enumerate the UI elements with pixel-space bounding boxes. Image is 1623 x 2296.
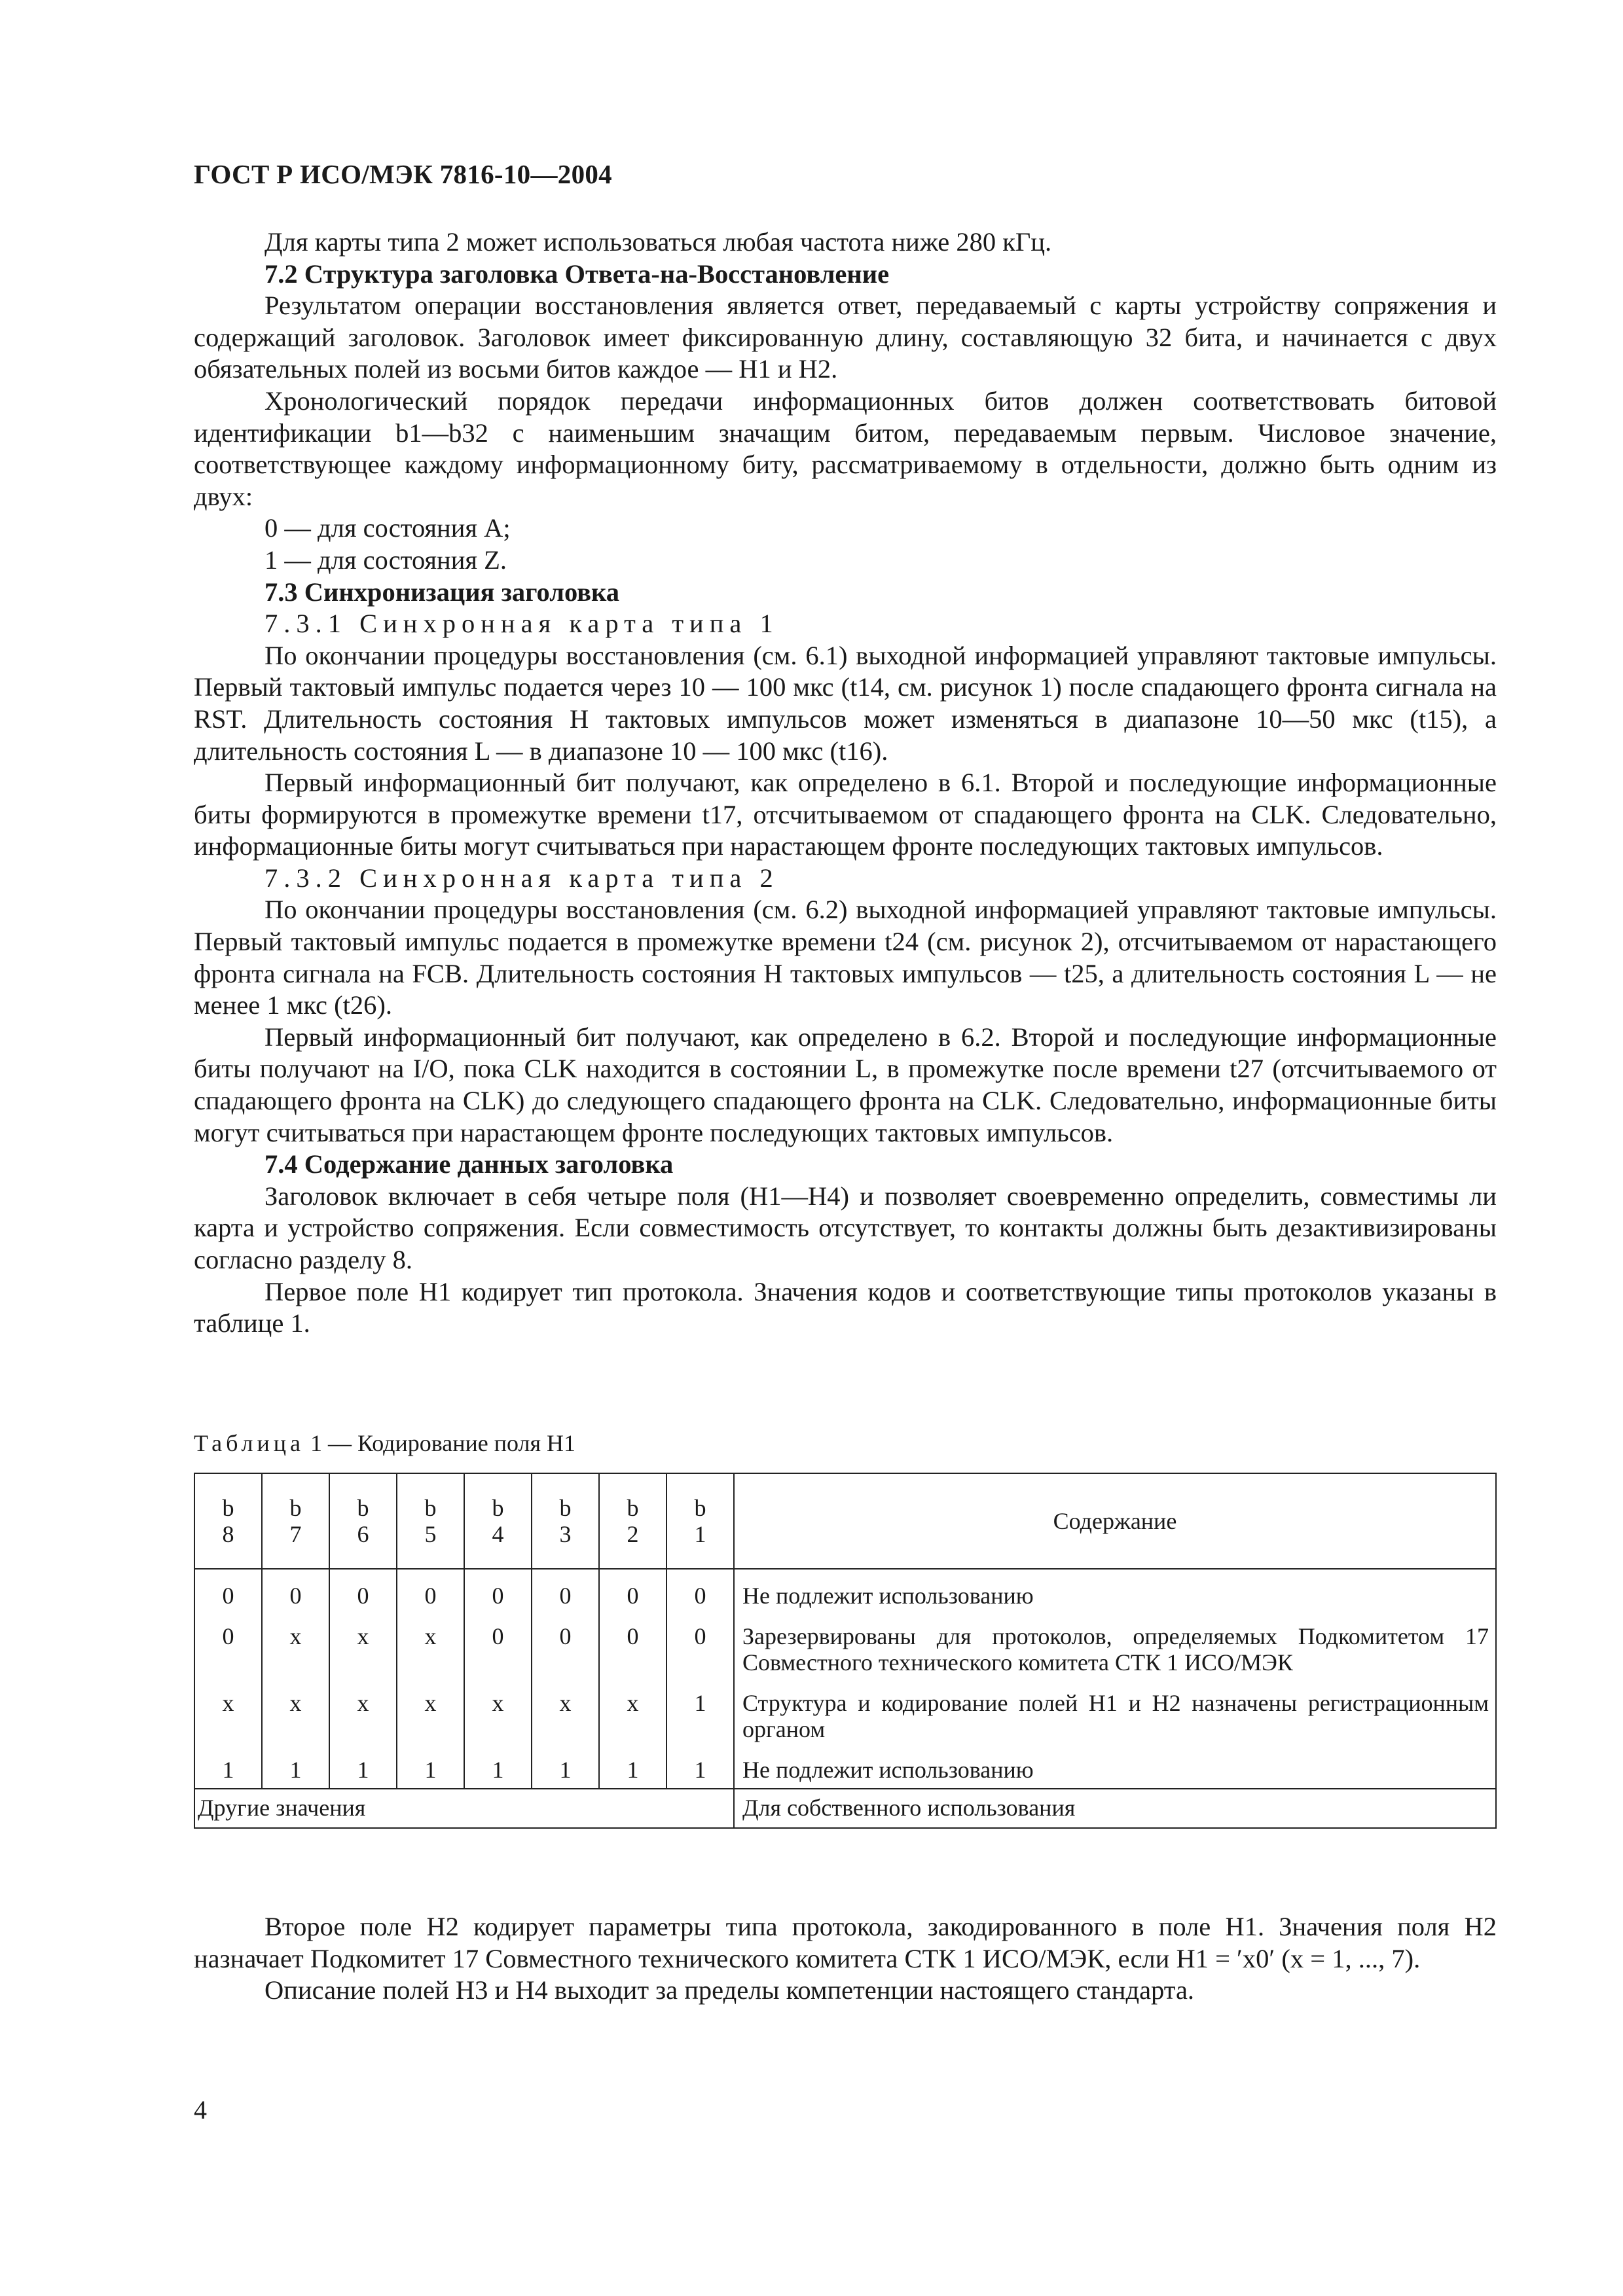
bit-cell: 1 xyxy=(194,1748,262,1789)
bit-cell: x xyxy=(599,1681,666,1748)
paragraph: Заголовок включает в себя четыре поля (H1—H4) и позволяет своевременно определить, совместимы ли карта и устройство сопряжения. Если совместимость отсутствует, то контакты должны быть дезактивизированы согласно разделу 8. xyxy=(194,1181,1497,1274)
paragraph: Хронологический порядок передачи информационных битов должен соответствовать битовой идентификации b1—b32 с наименьшим значащим битом, передаваемым первым. Числовое значение, соответствующее каждому информационному биту, рассматриваемому в отдельности, должно быть одним из двух: xyxy=(194,386,1497,511)
section-heading-7-2: 7.2 Структура заголовка Ответа-на-Восстановление xyxy=(264,259,890,289)
bit-cell: 0 xyxy=(599,1569,666,1614)
bit-cell: x xyxy=(397,1614,464,1681)
after-table-text xyxy=(194,1911,1497,2007)
bit-cell: 1 xyxy=(666,1681,734,1748)
bit-cell: 0 xyxy=(262,1569,329,1614)
section-heading-7-4: 7.4 Содержание данных заголовка xyxy=(264,1149,674,1179)
bit-cell: 1 xyxy=(464,1748,532,1789)
bit-cell: 0 xyxy=(464,1614,532,1681)
table-row xyxy=(194,1681,1496,1748)
bit-cell: 0 xyxy=(194,1569,262,1614)
bit-cell: 1 xyxy=(262,1748,329,1789)
bit-column-header: b 1 xyxy=(666,1473,734,1569)
bit-column-header: b 8 xyxy=(194,1473,262,1569)
content-cell: Не подлежит использованию xyxy=(734,1569,1496,1614)
table-caption-word: Таблица xyxy=(194,1430,304,1456)
bit-cell: x xyxy=(397,1681,464,1748)
bit-cell: 1 xyxy=(532,1748,599,1789)
bit-cell: x xyxy=(262,1681,329,1748)
running-header-title: ГОСТ Р ИСО/МЭК 7816-10—2004 xyxy=(194,159,612,189)
bit-cell: 0 xyxy=(464,1569,532,1614)
paragraph: Для карты типа 2 может использоваться любая частота ниже 280 кГц. xyxy=(264,227,1052,257)
content-cell: Зарезервированы для протоколов, определяемых Подкомитетом 17 Совместного технического комитета СТК 1 ИСО/МЭК xyxy=(734,1614,1496,1681)
bit-cell: 0 xyxy=(194,1614,262,1681)
bit-column-header: b 4 xyxy=(464,1473,532,1569)
bit-column-header: b 5 xyxy=(397,1473,464,1569)
subsection-heading-7-3-1: 7.3.1 Синхронная карта типа 1 xyxy=(264,609,779,639)
table-row xyxy=(194,1748,1496,1789)
paragraph: По окончании процедуры восстановления (см. 6.1) выходной информацией управляют тактовые импульсы. Первый тактовый импульс подается через 10 — 100 мкс (t14, см. рисунок 1) после спадающего фронта сигнала на RST. Длительность состояния H тактовых импульсов может изменяться в диапазоне 10—50 мкс (t15), а длительность состояния L — в диапазоне 10 — 100 мкс (t16). xyxy=(194,640,1497,766)
paragraph: Первый информационный бит получают, как определено в 6.2. Второй и последующие информационные биты получают на I/O, пока CLK находится в состоянии L, в промежутке после времени t27 (отсчитываемого от спадающего фронта на CLK) до следующего спадающего фронта на CLK. Следовательно, информационные биты могут считываться при нарастающем фронте последующих тактовых импульсов. xyxy=(194,1022,1497,1147)
body-text xyxy=(194,226,1497,1340)
table-header-row xyxy=(194,1473,1496,1569)
bit-column-header: b 6 xyxy=(329,1473,397,1569)
content-column-header: Содержание xyxy=(734,1473,1496,1569)
content-cell: Для собственного использования xyxy=(734,1789,1496,1828)
content-cell: Структура и кодирование полей H1 и H2 назначены регистрационным органом xyxy=(734,1681,1496,1748)
bit-cell: 0 xyxy=(532,1569,599,1614)
bit-cell: 0 xyxy=(666,1569,734,1614)
section-heading-7-3: 7.3 Синхронизация заголовка xyxy=(264,577,620,607)
list-item: 1 — для состояния Z. xyxy=(264,545,507,575)
bit-cell: x xyxy=(262,1614,329,1681)
table-row-other-values xyxy=(194,1789,1496,1828)
paragraph: Первый информационный бит получают, как определено в 6.1. Второй и последующие информационные биты формируются в промежутке времени t17, отсчитываемом от спадающего фронта на CLK. Следовательно, информационные биты могут считываться при нарастающем фронте последующих тактовых импульсов. xyxy=(194,768,1497,861)
bit-cell: x xyxy=(329,1681,397,1748)
bit-cell: 0 xyxy=(329,1569,397,1614)
bit-cell: 1 xyxy=(599,1748,666,1789)
bit-cell: x xyxy=(464,1681,532,1748)
bit-cell: x xyxy=(532,1681,599,1748)
bit-cell: x xyxy=(329,1614,397,1681)
bit-column-header: b 7 xyxy=(262,1473,329,1569)
bit-cell: 0 xyxy=(532,1614,599,1681)
paragraph: Второе поле H2 кодирует параметры типа протокола, закодированного в поле H1. Значения поля H2 назначает Подкомитет 17 Совместного технического комитета СТК 1 ИСО/МЭК, если H1 = ′x0′ (x = 1, ..., 7). xyxy=(194,1912,1497,1973)
table-caption xyxy=(194,1429,575,1457)
paragraph: Первое поле H1 кодирует тип протокола. Значения кодов и соответствующие типы протоколов указаны в таблице 1. xyxy=(194,1276,1497,1338)
bit-cell: x xyxy=(194,1681,262,1748)
bit-cell: 1 xyxy=(666,1748,734,1789)
table-caption-title: 1 — Кодирование поля H1 xyxy=(310,1430,576,1456)
table-row xyxy=(194,1569,1496,1614)
list-item: 0 — для состояния A; xyxy=(264,513,511,543)
h1-coding-table xyxy=(194,1473,1497,1829)
table-row xyxy=(194,1614,1496,1681)
bit-cell: 1 xyxy=(329,1748,397,1789)
bit-column-header: b 2 xyxy=(599,1473,666,1569)
bit-cell: 1 xyxy=(397,1748,464,1789)
page-number: 4 xyxy=(194,2095,207,2125)
paragraph: Описание полей H3 и H4 выходит за пределы компетенции настоящего стандарта. xyxy=(264,1975,1195,2005)
bit-column-header: b 3 xyxy=(532,1473,599,1569)
bit-cell: 0 xyxy=(599,1614,666,1681)
bit-cell: 0 xyxy=(397,1569,464,1614)
other-values-label: Другие значения xyxy=(194,1789,734,1828)
subsection-heading-7-3-2: 7.3.2 Синхронная карта типа 2 xyxy=(264,863,779,893)
paragraph: Результатом операции восстановления является ответ, передаваемый с карты устройству сопряжения и содержащий заголовок. Заголовок имеет фиксированную длину, составляющую 32 бита, и начинается с двух обязательных полей из восьми битов каждое — H1 и H2. xyxy=(194,291,1497,384)
paragraph: По окончании процедуры восстановления (см. 6.2) выходной информацией управляют тактовые импульсы. Первый тактовый импульс подается в промежутке времени t24 (см. рисунок 2), отсчитываемом от нарастающего фронта сигнала на FCB. Длительность состояния H тактовых импульсов — t25, а длительность состояния L — не менее 1 мкс (t26). xyxy=(194,895,1497,1020)
bit-cell: 0 xyxy=(666,1614,734,1681)
content-cell: Не подлежит использованию xyxy=(734,1748,1496,1789)
